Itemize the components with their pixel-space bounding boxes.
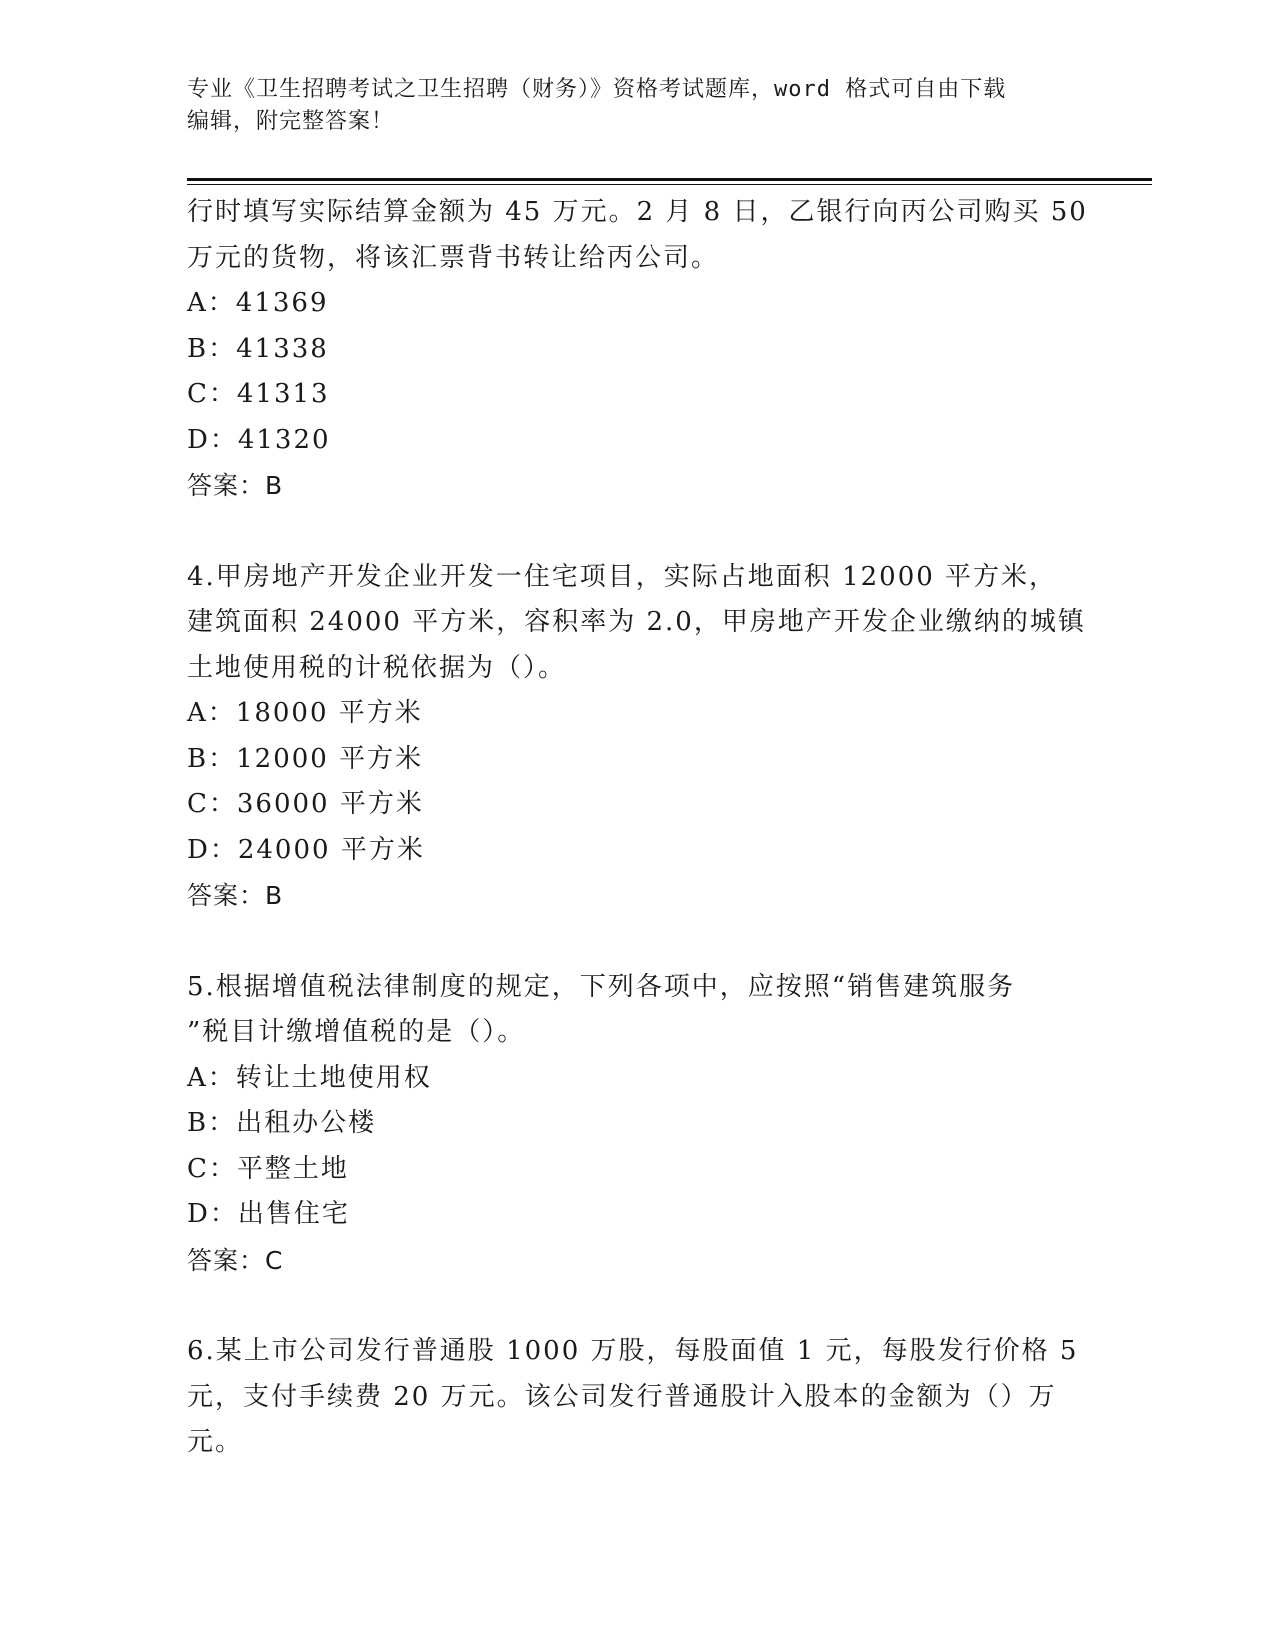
question-4-option-c: C：36000 平方米 [187,789,424,819]
header-divider-thick [187,178,1152,181]
question-3-option-c: C：41313 [187,379,330,409]
question-4-option-d: D：24000 平方米 [187,834,425,865]
question-4-option-a: A：18000 平方米 [187,698,423,728]
question-content [187,190,1087,1466]
question-5-answer: 答案：C [187,1245,284,1275]
question-3-option-a: A：41369 [187,288,329,318]
question-4-answer: 答案：B [187,881,284,910]
question-5-option-a: A：转让土地使用权 [187,1062,432,1093]
question-spacer [187,919,1087,965]
question-4 [187,555,1087,919]
header-divider-thin [187,184,1152,185]
question-6-stem-line-3: 元。 [187,1427,244,1457]
question-spacer [187,509,1087,555]
question-3-option-b: B：41338 [187,333,329,364]
question-6 [187,1329,1087,1466]
question-3-text-line-1: 行时填写实际结算金额为 45 万元。2 月 8 日，乙银行向丙公司购买 50 [187,197,1088,227]
question-3-option-d: D：41320 [187,424,331,455]
question-3-text-line-2: 万元的货物，将该汇票背书转让给丙公司。 [187,242,720,273]
question-4-stem-line-1: 4.甲房地产开发企业开发一住宅项目，实际占地面积 12000 平方米， [187,561,1058,592]
question-6-stem-line-1: 6.某上市公司发行普通股 1000 万股，每股面值 1 元，每股发行价格 5 [187,1336,1079,1366]
question-3-continuation [187,190,1087,509]
question-5-option-c: C：平整土地 [187,1153,349,1184]
question-6-stem-line-2: 元，支付手续费 20 万元。该公司发行普通股计入股本的金额为（）万 [187,1381,1057,1412]
question-5-stem-line-1: 5.根据增值税法律制度的规定，下列各项中，应按照“销售建筑服务 [187,971,1016,1002]
document-header [187,74,1067,138]
question-5-option-b: B：出租办公楼 [187,1108,377,1138]
question-spacer [187,1283,1087,1329]
question-4-stem-line-3: 土地使用税的计税依据为（）。 [187,652,567,683]
question-5-option-d: D：出售住宅 [187,1199,350,1229]
header-line-2: 编辑，附完整答案！ [187,109,395,134]
question-5-stem-line-2: ”税目计缴增值税的是（）。 [187,1017,526,1047]
question-4-option-b: B：12000 平方米 [187,743,424,774]
question-5 [187,965,1087,1284]
header-line-1: 专业《卫生招聘考试之卫生招聘（财务）》资格考试题库，word 格式可自由下载 [187,77,1007,102]
question-4-stem-line-2: 建筑面积 24000 平方米，容积率为 2.0，甲房地产开发企业缴纳的城镇 [187,607,1086,637]
question-3-answer: 答案：B [187,471,284,500]
